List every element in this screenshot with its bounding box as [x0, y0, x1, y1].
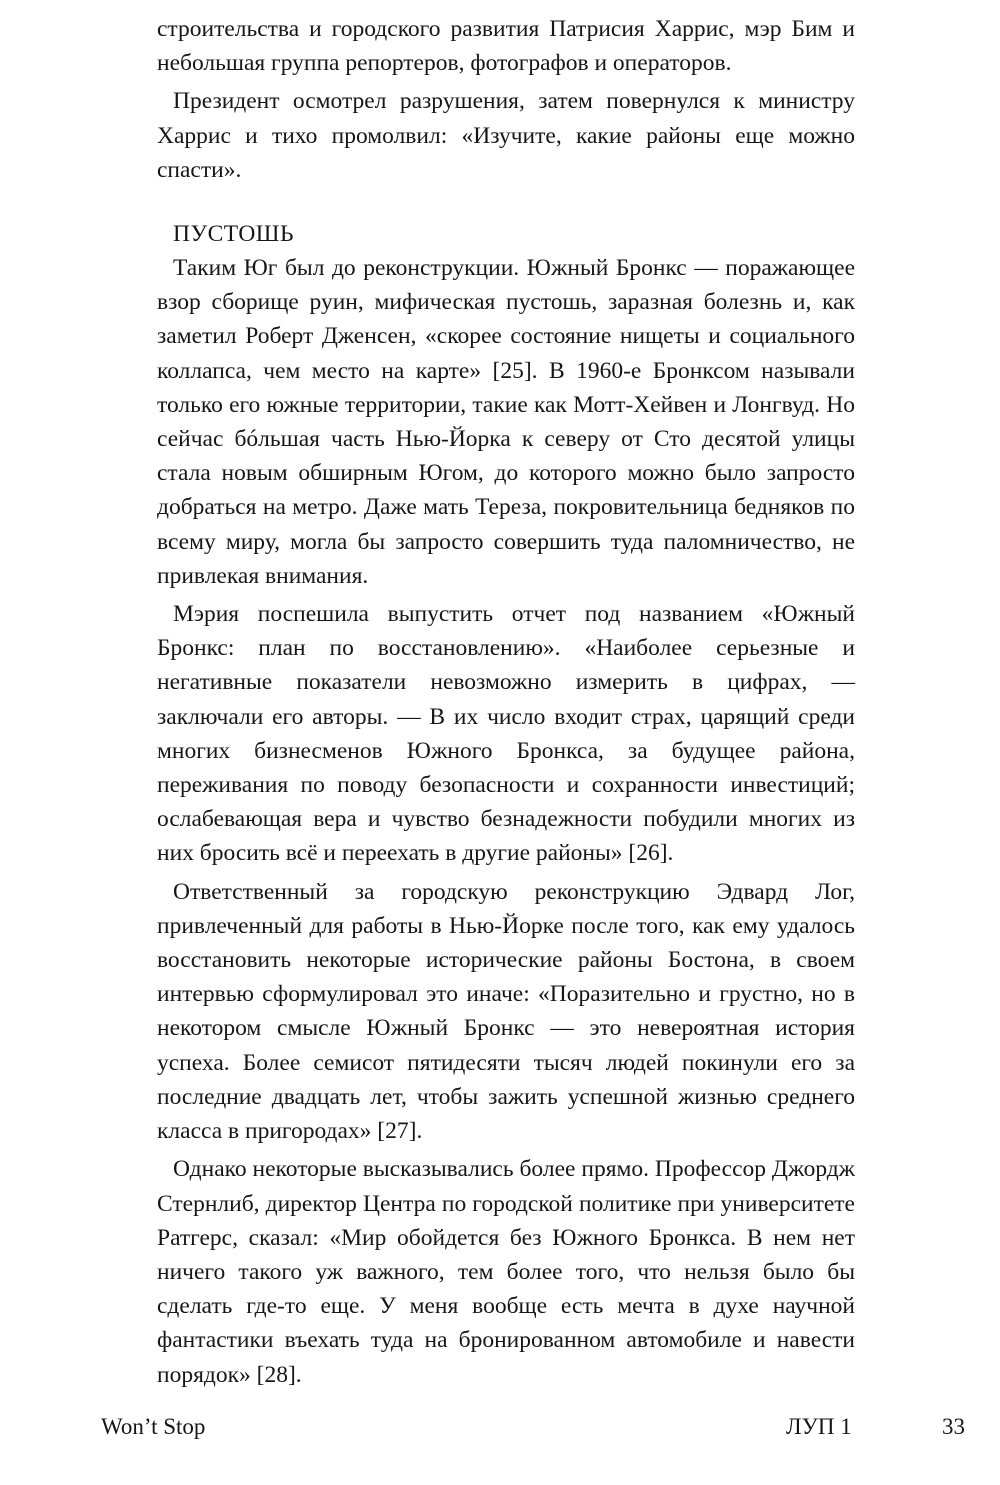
section-heading: ПУСТОШЬ [173, 221, 294, 248]
running-footer-book-title: Won’t Stop [101, 1414, 206, 1439]
paragraph: Ответственный за городскую реконструкцию Эдвард Лог, привлеченный для работы в Нью-Йорке после того, как ему удалось восстановить некоторые исторические районы Бостона, в своем интервью сформулировал это иначе: «Поразительно и грустно, но в некотором смысле Южный Бронкс — это невероятная история успеха. Более семисот пятидесяти тысяч людей покинули его за последние двадцать лет, чтобы зажить успешной жизнью среднего класса в пригородах» [27]. [157, 878, 855, 1145]
running-footer-chapter: ЛУП 1 [786, 1414, 852, 1439]
paragraph: Президент осмотрел разрушения, затем повернулся к министру Харрис и тихо промолвил: «Изучите, какие районы еще можно спасти». [157, 88, 855, 183]
paragraph: Таким Юг был до реконструкции. Южный Бронкс — поражающее взор сборище руин, мифическая пустошь, заразная болезнь и, как заметил Роберт Дженсен, «скорее состояние нищеты и социального коллапса, чем место на карте» [25]. В 1960-е Бронксом называли только его южные территории, такие как Мотт-Хейвен и Лонгвуд. Но сейчас бóльшая часть Нью-Йорка к северу от Сто десятой улицы стала новым обширным Югом, до которого можно было запросто добраться на метро. Даже мать Тереза, покровительница бедняков по всему миру, могла бы запросто совершить туда паломничество, не привлекая внимания. [157, 255, 855, 589]
page-body [157, 12, 855, 1396]
paragraph: Мэрия поспешила выпустить отчет под названием «Южный Бронкс: план по восстановлению». «Наиболее серьезные и негативные показатели невозможно измерить в цифрах, — заключали его авторы. — В их число входит страх, царящий среди многих бизнесменов Южного Бронкса, за будущее района, переживания по поводу безопасности и сохранности инвестиций; ослабевающая вера и чувство безнадежности побудили многих из них бросить всё и переехать в другие районы» [26]. [157, 601, 855, 867]
page-number: 33 [942, 1414, 965, 1439]
paragraph-continued: строительства и городского развития Патрисия Харрис, мэр Бим и небольшая группа репортеров, фотографов и операторов. [157, 16, 855, 77]
paragraph: Однако некоторые высказывались более прямо. Профессор Джордж Стернлиб, директор Центра по городской политике при университете Ратгерс, сказал: «Мир обойдется без Южного Бронкса. В нем нет ничего такого уж важного, тем более того, что нельзя было бы сделать где-то еще. У меня вообще есть мечта в духе научной фантастики въехать туда на бронированном автомобиле и навести порядок» [28]. [157, 1156, 855, 1388]
